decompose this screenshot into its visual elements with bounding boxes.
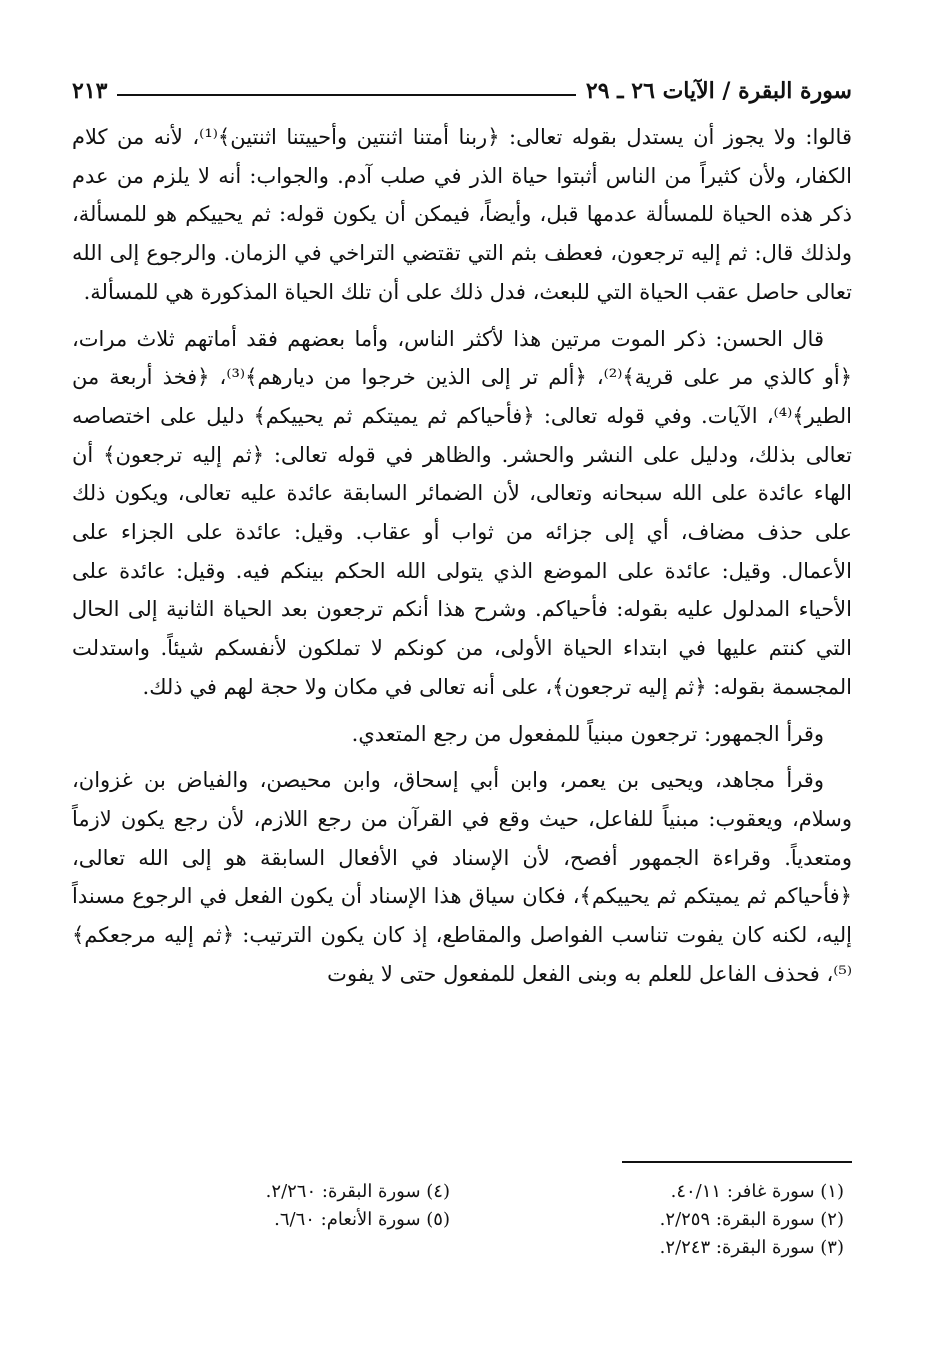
paragraph: وقرأ الجمهور: ترجعون مبنياً للمفعول من رجع المتعدي. [351,721,824,746]
paragraph: قال الحسن: ذكر الموت مرتين هذا لأكثر الناس، وأما بعضهم فقد أماتهم ثلاث مرات، ﴿أو كالذي مر على قرية﴾⁽²⁾، ﴿ألم تر إلى الذين خرجوا من ديارهم﴾⁽³⁾، ﴿فخذ أربعة من الطير﴾⁽⁴⁾، الآيات. وفي قوله تعالى: ﴿فأحياكم ثم يميتكم ثم يحييكم﴾ دليل على اختصاصه تعالى بذلك، ودليل على النشر والحشر. والظاهر في قوله تعالى: ﴿ثم إليه ترجعون﴾ أن الهاء عائدة على الله سبحانه وتعالى، لأن الضمائر السابقة عائدة عليه تعالى، ويكون ذلك على حذف مضاف، أي إلى جزائه من ثواب أو عقاب. وقيل: عائدة على الجزاء على الأعمال. وقيل: عائدة على الموضع الذي يتولى الله الحكم بينكم فيه. وقيل: عائدة على الأحياء المدلول عليه بقوله: فأحياكم. وشرح هذا أنكم ترجعون بعد الحياة الثانية إلى الحال التي كنتم عليها في ابتداء الحياة الأولى، من كونكم لا تملكون لأنفسكم شيئاً. واستدلت المجسمة بقوله: ﴿ثم إليه ترجعون﴾، على أنه تعالى في مكان ولا حجة لهم في ذلك. [72,326,853,699]
footnotes-right-column [490,1178,844,1262]
footnote: (٤) سورة البقرة: ٢/٢٦٠. [265,1181,450,1202]
footnote: (٢) سورة البقرة: ٢/٢٥٩. [659,1209,844,1230]
footnote: (٥) سورة الأنعام: ٦/٦٠. [274,1209,450,1230]
page-number: ٢١٣ [72,78,108,104]
footnote: (٣) سورة البقرة: ٢/٢٤٣. [659,1237,844,1258]
footnotes [96,1178,844,1262]
footnote-rule [622,1161,852,1163]
header-rule [117,94,575,96]
body-text [72,118,852,1001]
running-head [72,64,852,104]
footnote: (١) سورة غافر: ٤٠/١١. [670,1181,844,1202]
paragraph: وقرأ مجاهد، ويحيى بن يعمر، وابن أبي إسحاق، وابن محيصن، والفياض بن غزوان، وسلام، ويعقوب: مبنياً للفاعل، حيث وقع في القرآن من رجع اللازم، لأن رجع يكون لازماً ومتعدياً. وقراءة الجمهور أفصح، لأن الإسناد في الأفعال السابقة هو إلى الله تعالى، ﴿فأحياكم ثم يميتكم ثم يحييكم﴾، فكان سياق هذا الإسناد أن يكون الفعل في الرجوع مسنداً إليه، لكنه كان يفوت تناسب الفواصل والمقاطع، إذ كان يكون الترتيب: ﴿ثم إليه مرجعكم﴾⁽⁵⁾، فحذف الفاعل للعلم به وبنى الفعل للمفعول حتى لا يفوت [72,768,852,986]
footnotes-left-column [96,1178,450,1262]
header-title: سورة البقرة / الآيات ٢٦ ـ ٢٩ [585,78,852,104]
paragraph: قالوا: ولا يجوز أن يستدل بقوله تعالى: ﴿ربنا أمتنا اثنتين وأحييتنا اثنتين﴾⁽¹⁾، لأنه من كلام الكفار، ولأن كثيراً من الناس أثبتوا حياة الذر في صلب آدم. والجواب: أنه لا يلزم من عدم ذكر هذه الحياة للمسألة عدمها قبل، وأيضاً، فيمكن أن يكون قوله: ثم يحييكم هو للمسألة، ولذلك قال: ثم إليه ترجعون، فعطف بثم التي تقتضي التراخي في الزمان. والرجوع إلى الله تعالى حاصل عقب الحياة التي للبعث، فدل ذلك على أن تلك الحياة المذكورة هي للمسألة. [72,125,852,304]
